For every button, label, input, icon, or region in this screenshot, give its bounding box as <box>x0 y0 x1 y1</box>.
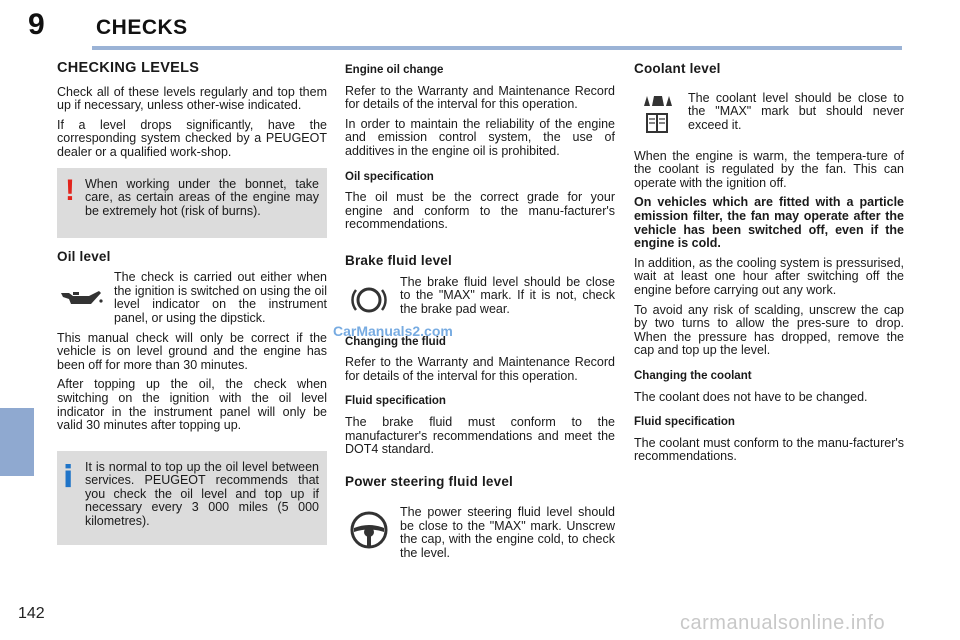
brake-fluid-text: The brake fluid level should be close to the "MAX" mark. If it is not, check the brake pad wear. <box>400 274 615 316</box>
chapter-title: CHECKS <box>96 16 188 39</box>
oil-change-paragraph: Refer to the Warranty and Maintenance Record for details of the interval for this operation. <box>345 83 615 112</box>
oil-paragraph: After topping up the oil, the check when switching on the ignition with the oil level indicator in the instrument panel will only be valid 30 minutes after topping up. <box>57 377 327 433</box>
section-title-checking-levels: CHECKING LEVELS <box>57 60 200 76</box>
chapter-number: 9 <box>28 8 45 41</box>
coolant-spec-paragraph: The coolant must conform to the manu-facturer's recommendations. <box>634 435 904 464</box>
section-title-engine-oil-change: Engine oil change <box>345 64 444 76</box>
coolant-paragraph: When the engine is warm, the tempera-ture of the coolant is regulated by the fan. This can operate with the ignition off. <box>634 148 904 190</box>
oil-paragraph: This manual check will only be correct if the vehicle is on level ground and the engine has been off for more than 30 minutes. <box>57 330 327 372</box>
info-icon: i <box>63 459 74 495</box>
brake-warning-icon <box>351 282 387 322</box>
oil-level-block <box>57 271 327 325</box>
warning-icon: ! <box>65 173 75 207</box>
column-middle <box>345 64 615 567</box>
section-title-power-steering: Power steering fluid level <box>345 473 513 489</box>
oil-change-paragraph: In order to maintain the reliability of the engine and emission control system, the use of additives in the engine oil is prohibited. <box>345 116 615 158</box>
coolant-level-block <box>634 92 904 140</box>
power-steering-block <box>345 506 615 560</box>
column-right <box>634 62 904 470</box>
intro-paragraph: If a level drops significantly, have the corresponding system checked by a PEUGEOT dealer or a qualified work-shop. <box>57 117 327 159</box>
coolant-manual-icon <box>640 92 674 138</box>
coolant-change-paragraph: The coolant does not have to be changed. <box>634 389 868 404</box>
coolant-level-text: The coolant level should be close to the "MAX" mark but should never exceed it. <box>688 90 904 132</box>
section-title-coolant-level: Coolant level <box>634 61 721 76</box>
watermark-overlay: CarManuals2.com <box>333 323 453 339</box>
oil-can-icon <box>59 287 103 313</box>
oil-spec-paragraph: The oil must be the correct grade for your engine and conform to the manu-facturer's recommendations. <box>345 190 615 232</box>
warning-box <box>57 168 327 238</box>
brake-spec-paragraph: The brake fluid must conform to the manufacturer's recommendations and meet the DOT4 standard. <box>345 414 615 457</box>
header-rule <box>92 46 902 50</box>
info-text: It is normal to top up the oil level between services. PEUGEOT recommends that you check the oil level and top up if necessary every 3 000 miles (5 000 kilometres). <box>85 459 319 529</box>
section-title-brake-fluid: Brake fluid level <box>345 252 452 268</box>
column-left <box>57 62 327 545</box>
coolant-warning-paragraph: On vehicles which are fitted with a particle emission filter, the fan may operate after the vehicle has been switched off, even if the engine is cold. <box>634 195 904 251</box>
steering-wheel-icon <box>349 510 389 554</box>
coolant-paragraph: To avoid any risk of scalding, unscrew the cap by two turns to allow the pres-sure to drop. When the pressure has dropped, remove the cap and top up the level. <box>634 302 904 358</box>
section-title-changing-coolant: Changing the coolant <box>634 369 752 382</box>
brake-fluid-block <box>345 276 615 328</box>
power-steering-text: The power steering fluid level should be close to the "MAX" mark. Unscrew the cap, with the engine cold, to check the level. <box>400 505 615 561</box>
chapter-side-tab <box>0 408 34 476</box>
brake-change-paragraph: Refer to the Warranty and Maintenance Record for details of the interval for this operation. <box>345 355 615 383</box>
oil-level-text: The check is carried out either when the ignition is switched on using the oil level indicator on the instrument panel, or using the dipstick. <box>114 270 327 325</box>
section-title-fluid-specification: Fluid specification <box>345 395 446 408</box>
coolant-paragraph: In addition, as the cooling system is pressurised, wait at least one hour after switching off the engine before carrying out any work. <box>634 255 904 297</box>
intro-paragraph: Check all of these levels regularly and top them up if necessary, unless other-wise indicated. <box>57 84 327 113</box>
section-title-coolant-specification: Fluid specification <box>634 416 735 429</box>
section-title-oil-specification: Oil specification <box>345 170 434 183</box>
section-title-changing-fluid: Changing the fluid <box>345 335 446 348</box>
page-number: 142 <box>18 605 45 622</box>
section-title-oil-level: Oil level <box>57 248 111 264</box>
info-box <box>57 451 327 545</box>
warning-text: When working under the bonnet, take care, as certain areas of the engine may be extremely hot (risk of burns). <box>85 176 319 218</box>
watermark: carmanualsonline.info <box>680 612 886 634</box>
